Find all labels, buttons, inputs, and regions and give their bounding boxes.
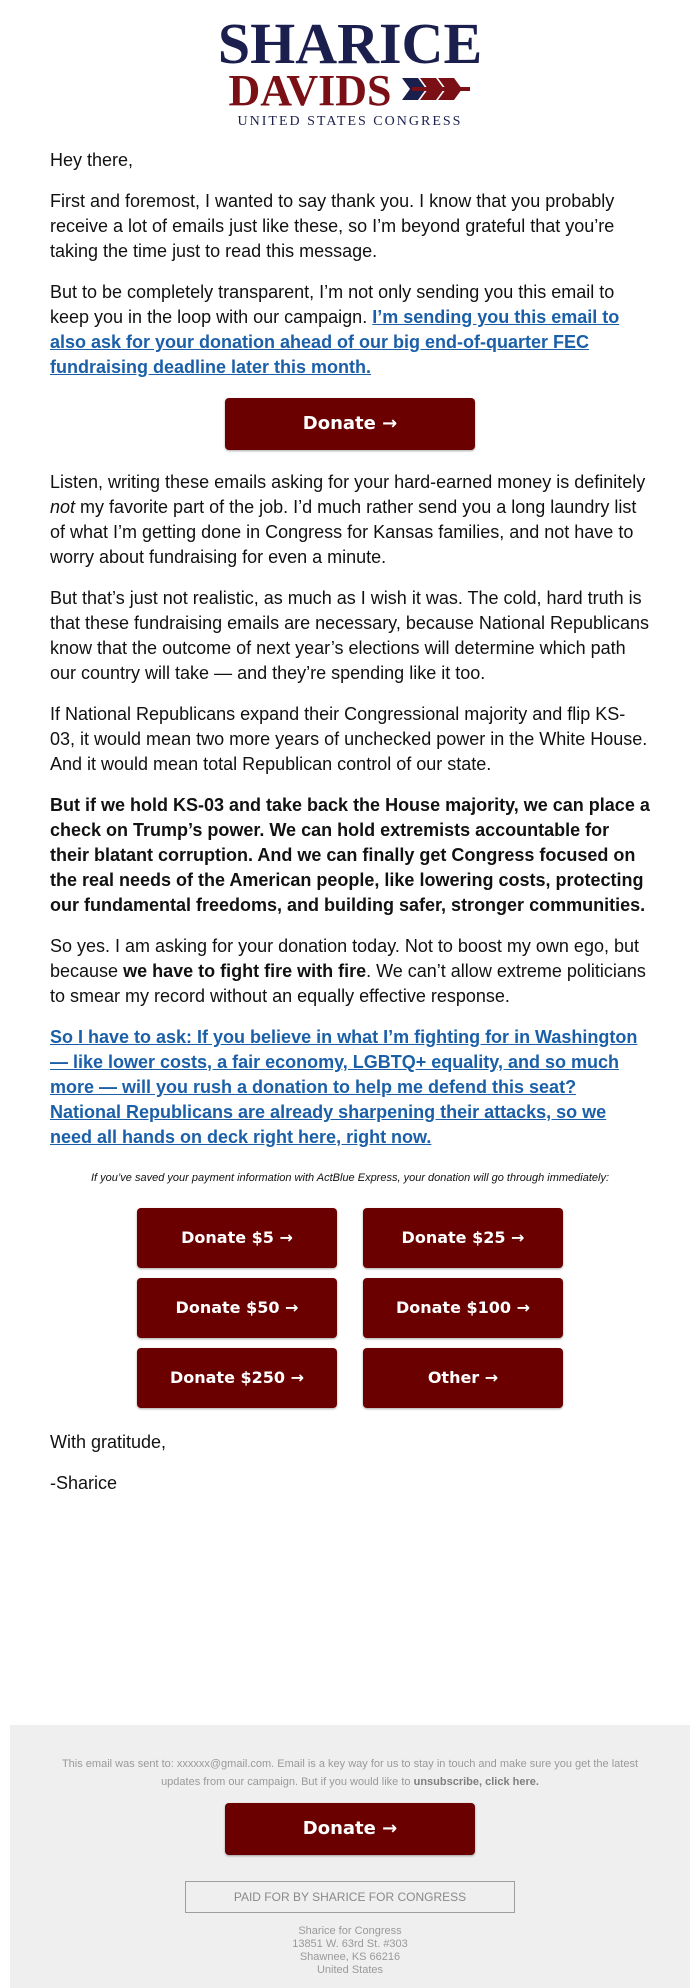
arrows-icon <box>402 76 472 107</box>
email-footer <box>10 1725 690 1988</box>
mailing-address: Sharice for Congress 13851 W. 63rd St. #303 Shawnee, KS 66216 United States <box>292 1925 408 1976</box>
logo-last-name: DAVIDS <box>228 66 392 115</box>
paid-for-disclaimer: PAID FOR BY SHARICE FOR CONGRESS <box>185 1881 515 1913</box>
signature: -Sharice <box>50 1473 118 1493</box>
actblue-express-note: If you’ve saved your payment information with ActBlue Express, your donation will go through immediately: <box>90 1172 610 1184</box>
donate-250-button[interactable]: Donate $250 → <box>137 1348 337 1408</box>
closing: With gratitude, <box>50 1432 167 1452</box>
logo-subtitle: UNITED STATES CONGRESS <box>237 114 463 129</box>
footer-donate-button[interactable]: Donate → <box>225 1803 475 1855</box>
paragraph-ask <box>40 1025 660 1150</box>
paragraph-fight-fire: So yes. I am asking for your donation today. Not to boost my own ego, but because we have to fight fire with fire. We can’t allow extreme politicians to smear my record without an equally effective response. <box>50 936 646 1006</box>
paragraph-hold-seat: But if we hold KS-03 and take back the House majority, we can place a check on Trump’s power. We can hold extremists accountable for their blatant corruption. And we can finally get Congress focused on the real needs of the American people, like lowering costs, protecting our fundamental freedoms, and building safer, stronger communities. <box>50 795 650 915</box>
donate-25-button[interactable]: Donate $25 → <box>363 1208 563 1268</box>
donate-button[interactable]: Donate → <box>225 398 475 450</box>
logo-first-name: SHARICE <box>217 11 483 76</box>
paragraph-listen: Listen, writing these emails asking for your hard-earned money is definitely not my favorite part of the job. I’d much rather send you a long laundry list of what I’m getting done in Congress for Kansas families, and not have to worry about fundraising for even a minute. <box>50 472 646 567</box>
donate-100-button[interactable]: Donate $100 → <box>363 1278 563 1338</box>
rush-donation-link[interactable]: So I have to ask: If you believe in what I’m fighting for in Washington — like lower costs, a fair economy, LGBTQ+ equality, and so much more — will you rush a donation to help me defend this seat? National Republicans are already sharpening their attacks, so we need all hands on deck right here, right now. <box>50 1027 638 1147</box>
unsubscribe-link[interactable]: unsubscribe, click here. <box>413 1776 539 1788</box>
campaign-logo <box>40 0 660 129</box>
donate-50-button[interactable]: Donate $50 → <box>137 1278 337 1338</box>
donate-other-button[interactable]: Other → <box>363 1348 563 1408</box>
paragraph-thanks: First and foremost, I wanted to say thank you. I know that you probably receive a lot of emails just like these, so I’m beyond grateful that you’re taking the time just to read this message. <box>50 191 615 261</box>
donation-amounts <box>40 1208 660 1408</box>
greeting: Hey there, <box>50 150 134 170</box>
paragraph-realistic: But that’s just not realistic, as much as I wish it was. The cold, hard truth is that these fundraising emails are necessary, because National Republicans know that the outcome of next year’s elections will determine which path our country will take — and they’re spending like it too. <box>50 588 650 683</box>
email-content <box>40 0 660 1496</box>
paragraph-majority: If National Republicans expand their Congressional majority and flip KS-03, it would mean two more years of unchecked power in the White House. And it would mean total Republican control of our state. <box>50 704 648 774</box>
paragraph-transparent: But to be completely transparent, I’m not only sending you this email to keep you in the loop with our campaign. I’m sending you this email to also ask for your donation ahead of our big end-of-quarter FEC fundraising deadline later this month. <box>50 282 620 377</box>
footer-disclaimer: This email was sent to: xxxxxx@gmail.com. Email is a key way for us to stay in touch and make sure you get the latest updates from our campaign. But if you would like to unsubscribe, click here. <box>61 1758 639 1788</box>
donate-5-button[interactable]: Donate $5 → <box>137 1208 337 1268</box>
donation-ask-link[interactable]: I’m sending you this email to also ask for your donation ahead of our big end-of-quarter FEC fundraising deadline later this month. <box>50 307 620 377</box>
